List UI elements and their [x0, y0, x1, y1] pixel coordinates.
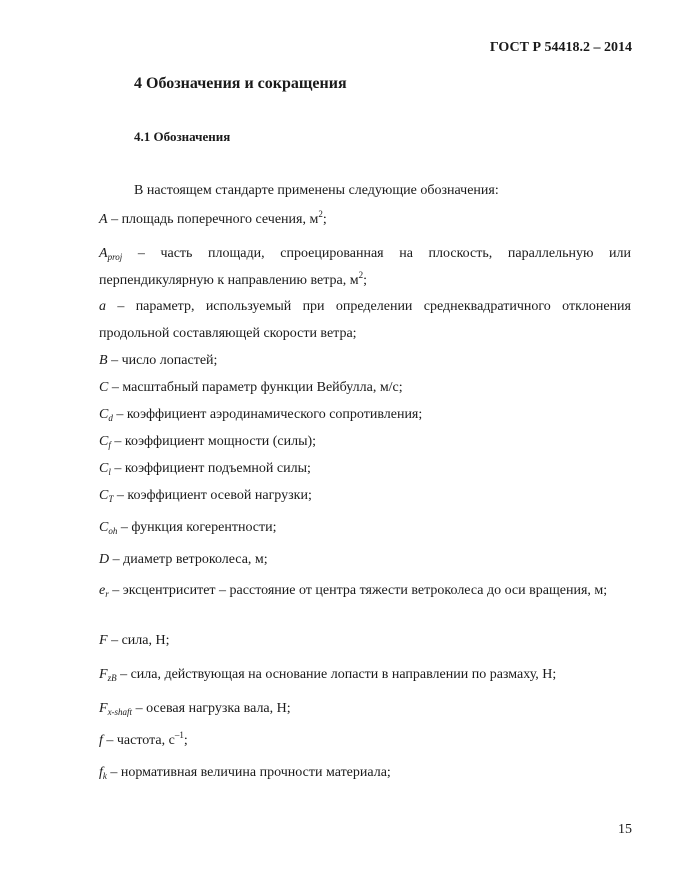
intro-paragraph: В настоящем стандарте применены следующие обозначения: — [134, 183, 499, 198]
definition-text: – нормативная величина прочности материала; — [106, 765, 391, 780]
definition-text: – площадь поперечного сечения, м — [107, 212, 319, 227]
symbol: $f_k$ — [99, 765, 107, 781]
definition-text: – число лопастей; — [107, 353, 218, 368]
definition-entry-force — [99, 627, 631, 654]
definition-entry-area: A – площадь поперечного сечения, $м^2$; — [99, 209, 327, 227]
page-number: 15 — [618, 822, 632, 837]
symbol: $C_{oh}$ — [99, 520, 118, 536]
definition-text: – часть площади, спроецированная на плоскость, параллельную или перпендикулярную к направлению ветра, м — [99, 246, 631, 288]
symbol: $C_T$ — [99, 488, 114, 504]
definition-entry-drag — [99, 401, 631, 428]
definition-entry-blades — [99, 347, 631, 374]
document-header: ГОСТ Р 54418.2 – 2014 — [489, 40, 632, 55]
definition-entry-eccentricity — [99, 577, 631, 604]
definition-text: – коэффициент подъемной силы; — [110, 461, 311, 476]
definition-text: – диаметр ветроколеса, м; — [109, 552, 268, 567]
definition-entry-power — [99, 428, 631, 455]
definition-text: – частота, с — [102, 733, 175, 748]
definition-entry-frequency: f – частота, $с^{-1}$; — [99, 730, 188, 748]
definition-entry-material-strength — [99, 759, 631, 786]
definition-entry-shaft-axial-load — [99, 695, 631, 722]
symbol: $e_r$ — [99, 583, 109, 599]
definition-text: – параметр, используемый при определении среднеквадратичного отклонения продольной составляющей скорости ветра; — [99, 299, 631, 341]
symbol: $C_f$ — [99, 434, 111, 450]
symbol: $C_l$ — [99, 461, 111, 477]
symbol: f — [99, 733, 103, 748]
definition-entry-coherence — [99, 514, 631, 541]
definition-entry-weibull — [99, 374, 631, 401]
symbol: D — [99, 552, 110, 567]
symbol: $F_{zB}$ — [99, 667, 117, 683]
definition-text: – сила, действующая на основание лопасти в направлении по размаху, Н; — [116, 667, 557, 682]
definition-entry-parameter-a — [99, 293, 631, 347]
symbol: F — [99, 633, 108, 648]
definition-entry-rotor-diameter — [99, 546, 631, 573]
definition-text: – сила, Н; — [107, 633, 170, 648]
definition-text: – эксцентриситет – расстояние от центра тяжести ветроколеса до оси вращения, м; — [108, 583, 608, 598]
definition-entry-projected-area: $A_{proj}$ – часть площади, спроецированная на плоскость, параллельную или перпендикулярную к направлению ветра, $м^2$; — [99, 246, 631, 288]
symbol: $C_d$ — [99, 407, 113, 423]
symbol: C — [99, 380, 109, 395]
definition-text: – масштабный параметр функции Вейбулла, м/с; — [108, 380, 403, 395]
definition-text: – коэффициент аэродинамического сопротивления; — [112, 407, 423, 422]
subsection-title: 4.1 Обозначения — [134, 129, 231, 144]
section-title: 4 Обозначения и сокращения — [134, 75, 347, 92]
definition-entry-blade-root-force — [99, 661, 631, 688]
definition-entry-thrust — [99, 482, 631, 509]
symbol: B — [99, 353, 108, 368]
symbol: A — [99, 212, 108, 227]
symbol: a — [99, 299, 106, 314]
definition-text: – коэффициент осевой нагрузки; — [113, 488, 312, 503]
definition-text: – коэффициент мощности (силы); — [110, 434, 317, 449]
symbol: $A_{proj}$ — [99, 246, 123, 262]
definition-text: – осевая нагрузка вала, Н; — [132, 701, 291, 716]
definition-text: – функция когерентности; — [117, 520, 277, 535]
definition-entry-lift — [99, 455, 631, 482]
symbol: $F_{x-shaft}$ — [99, 701, 133, 717]
